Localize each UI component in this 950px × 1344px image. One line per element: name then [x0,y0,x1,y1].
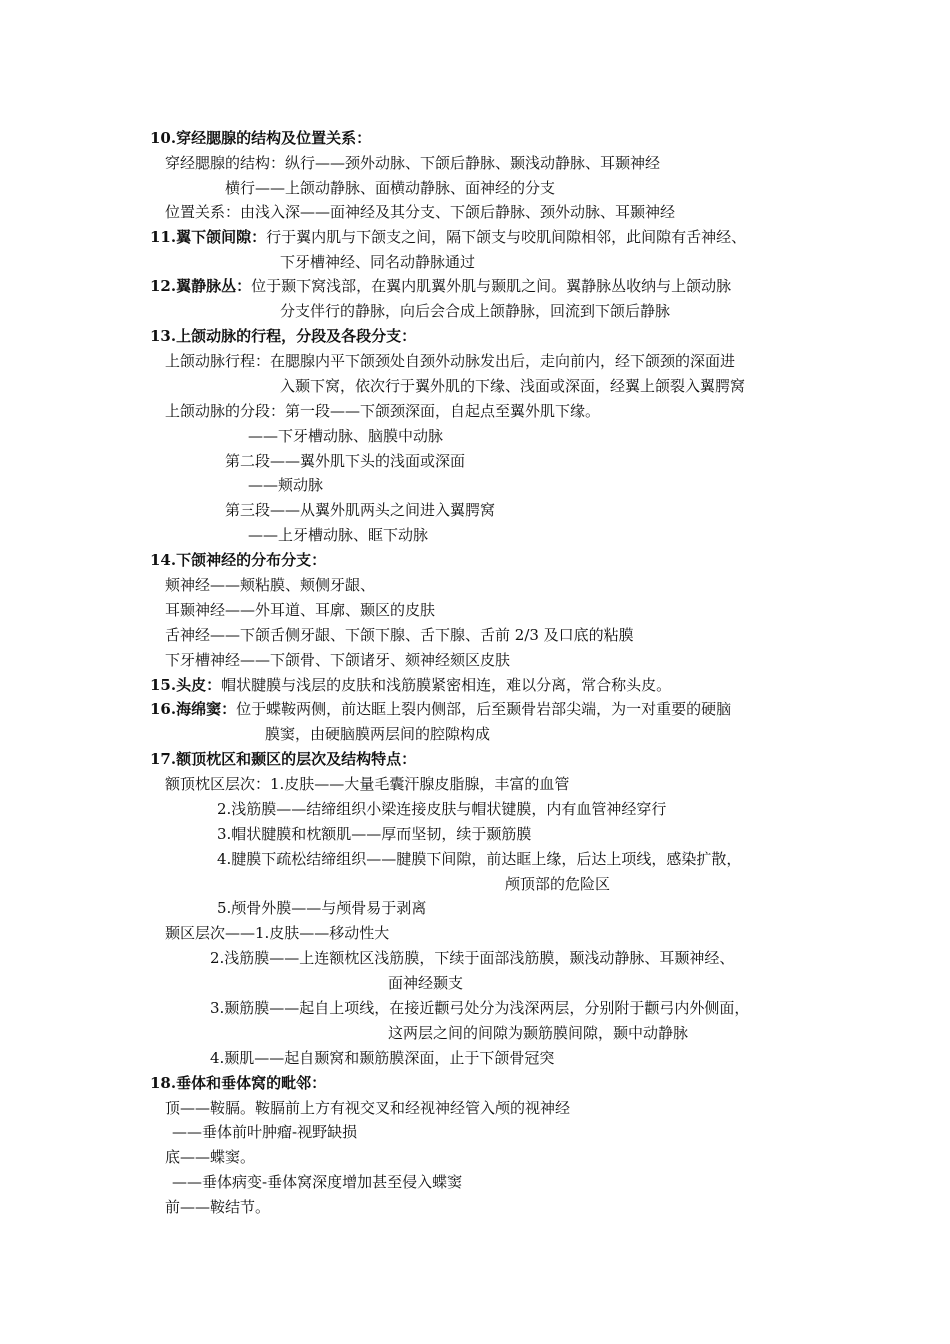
text-line: 横行——上颌动静脉、面横动静脉、面神经的分支 [225,179,556,197]
section-15-heading: 15.头皮：帽状腱膜与浅层的皮肤和浅筋膜紧密相连，难以分离，常合称头皮。 [150,676,672,694]
section-10-heading: 10.穿经腮腺的结构及位置关系： [150,129,372,147]
text-line: 膜窦，由硬脑膜两层间的腔隙构成 [265,725,491,743]
section-18-heading: 18.垂体和垂体窝的毗邻： [150,1074,327,1092]
text-line: 4.腱膜下疏松结缔组织——腱膜下间隙，前达眶上缘，后达上项线，感染扩散， [217,850,742,868]
text-line: 4.颞肌——起自颞窝和颞筋膜深面，止于下颌骨冠突 [210,1049,555,1067]
text-line: 入颞下窝，依次行于翼外肌的下缘、浅面或深面，经翼上颌裂入翼腭窝 [280,377,746,395]
section-12-heading: 12.翼静脉丛：位于颞下窝浅部，在翼内肌翼外肌与颞肌之间。翼静脉丛收纳与上颌动脉 [150,277,732,295]
text-line: 上颌动脉的分段：第一段——下颌颈深面，自起点至翼外肌下缘。 [165,402,601,420]
section-17-heading: 17.额顶枕区和颞区的层次及结构特点： [150,750,417,768]
text-line: 颅顶部的危险区 [505,875,611,893]
text-line: 第三段——从翼外肌两头之间进入翼腭窝 [225,501,496,519]
text-line: 上颌动脉行程：在腮腺内平下颌颈处自颈外动脉发出后，走向前内，经下颌颈的深面进 [165,352,736,370]
section-16-heading: 16.海绵窦：位于蝶鞍两侧，前达眶上裂内侧部，后至颞骨岩部尖端，为一对重要的硬脑 [150,700,732,718]
text-line: 额顶枕区层次：1.皮肤——大量毛囊汗腺皮脂腺，丰富的血管 [165,775,570,793]
text-line: 面神经颞支 [388,974,464,992]
text-line: 分支伴行的静脉，向后会合成上颌静脉，回流到下颌后静脉 [280,302,671,320]
text-line: 下牙槽神经——下颌骨、下颌诸牙、颏神经颏区皮肤 [165,651,511,669]
text-line: 舌神经——下颌舌侧牙龈、下颌下腺、舌下腺、舌前 2/3 及口底的粘膜 [165,626,634,644]
text-line: ——垂体病变-垂体窝深度增加甚至侵入蝶窦 [172,1173,463,1191]
text-line: ——颊动脉 [248,476,324,494]
section-14-heading: 14.下颌神经的分布分支： [150,551,327,569]
text-line: ——上牙槽动脉、眶下动脉 [248,526,429,544]
text-line: 顶——鞍膈。鞍膈前上方有视交叉和经视神经管入颅的视神经 [165,1099,571,1117]
section-11-heading: 11.翼下颌间隙：行于翼内肌与下颌支之间，隔下颌支与咬肌间隙相邻，此间隙有舌神经、 [150,228,747,246]
section-13-heading: 13.上颌动脉的行程，分段及各段分支： [150,327,417,345]
text-line: 颊神经——颊粘膜、颊侧牙龈、 [165,576,376,594]
text-line: 第二段——翼外肌下头的浅面或深面 [225,452,466,470]
text-line: ——下牙槽动脉、脑膜中动脉 [248,427,444,445]
text-line: ——垂体前叶肿瘤-视野缺损 [172,1123,358,1141]
text-line: 穿经腮腺的结构：纵行——颈外动脉、下颌后静脉、颞浅动静脉、耳颞神经 [165,154,661,172]
text-line: 3.帽状腱膜和枕额肌——厚而坚韧，续于颞筋膜 [217,825,532,843]
text-line: 下牙槽神经、同名动静脉通过 [280,253,476,271]
text-line: 耳颞神经——外耳道、耳廓、颞区的皮肤 [165,601,436,619]
text-line: 2.浅筋膜——上连额枕区浅筋膜，下续于面部浅筋膜，颞浅动静脉、耳颞神经、 [210,949,735,967]
text-line: 颞区层次——1.皮肤——移动性大 [165,924,390,942]
text-line: 5.颅骨外膜——与颅骨易于剥离 [217,899,427,917]
text-line: 2.浅筋膜——结缔组织小梁连接皮肤与帽状键膜，内有血管神经穿行 [217,800,667,818]
text-line: 3.颞筋膜——起自上项线，在接近颧弓处分为浅深两层，分别附于颧弓内外侧面， [210,999,750,1017]
text-line: 底——蝶窦。 [165,1148,256,1166]
text-line: 这两层之间的间隙为颞筋膜间隙，颞中动静脉 [388,1024,689,1042]
text-line: 位置关系：由浅入深——面神经及其分支、下颌后静脉、颈外动脉、耳颞神经 [165,203,676,221]
text-line: 前——鞍结节。 [165,1198,271,1216]
